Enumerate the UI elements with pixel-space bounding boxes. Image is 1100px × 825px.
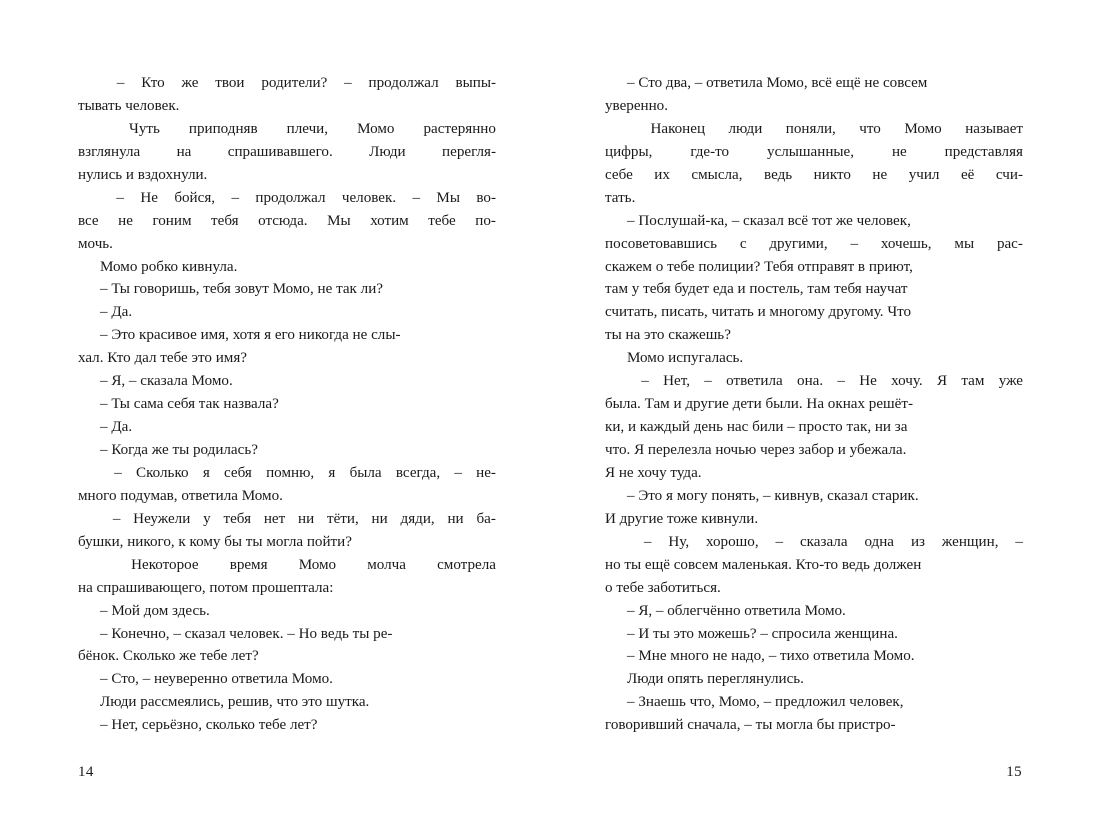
word: дяди, xyxy=(400,510,435,527)
word: – xyxy=(412,189,421,206)
text-line xyxy=(78,210,496,233)
paragraph xyxy=(605,623,1023,646)
line-text: – Это я могу понять, – кивнув, сказал старик. xyxy=(627,487,919,504)
line-text: что. Я перелезла ночью через забор и убежала. xyxy=(605,442,907,458)
word: – xyxy=(116,75,125,91)
word: тебя xyxy=(223,510,252,527)
line-text: Момо испугалась. xyxy=(627,350,744,367)
word: не xyxy=(891,143,907,160)
line-text: – Сто два, – ответила Момо, всё ещё не совсем xyxy=(627,75,928,91)
page-number-left: 14 xyxy=(78,764,94,780)
text-line xyxy=(78,256,496,279)
text-line xyxy=(78,714,496,737)
word: Я xyxy=(937,373,948,390)
paragraph xyxy=(78,256,496,279)
line-text: была. Там и другие дети были. На окнах решёт- xyxy=(605,396,913,413)
text-line xyxy=(605,531,1023,554)
word: бойся, xyxy=(174,189,216,206)
word: Мы xyxy=(327,212,351,229)
paragraph xyxy=(605,668,1023,691)
word: – xyxy=(775,533,784,550)
word: ни xyxy=(371,510,388,527)
paragraph xyxy=(78,370,496,393)
word: хочу. xyxy=(891,373,923,390)
paragraph xyxy=(78,278,496,301)
text-line xyxy=(78,462,496,485)
paragraph xyxy=(78,301,496,324)
word: человек. xyxy=(341,189,397,206)
line-text: – Да. xyxy=(100,304,133,321)
word: время xyxy=(229,556,268,573)
text-line xyxy=(605,600,1023,623)
text-line xyxy=(605,301,1023,324)
text-line xyxy=(605,210,1023,233)
word: во- xyxy=(476,189,496,206)
paragraph xyxy=(78,508,496,554)
line-text: – Послушай-ка, – сказал всё тот же человек, xyxy=(627,212,911,229)
first-line-indent xyxy=(605,531,627,554)
word: её xyxy=(960,166,975,183)
page-right-textblock xyxy=(605,72,1023,737)
word: хочешь, xyxy=(880,235,932,252)
word: Не xyxy=(859,373,877,390)
text-line xyxy=(78,691,496,714)
word: – xyxy=(1015,533,1023,550)
word: по- xyxy=(475,212,496,229)
text-line xyxy=(605,393,1023,416)
word: выпы- xyxy=(455,75,496,91)
paragraph xyxy=(78,600,496,623)
text-line xyxy=(605,577,1023,600)
text-line xyxy=(605,462,1023,485)
line-text: Я не хочу туда. xyxy=(605,464,702,481)
word: – xyxy=(641,373,649,390)
word: – xyxy=(850,235,858,252)
line-text: считать, писать, читать и многому другому. Что xyxy=(605,304,912,321)
word: приподняв xyxy=(188,120,258,137)
word: поняли, xyxy=(785,120,836,137)
first-line-indent xyxy=(605,370,627,393)
word: всегда, xyxy=(395,464,441,481)
word: плечи, xyxy=(286,120,329,137)
word: на xyxy=(176,143,192,160)
word: я xyxy=(202,464,210,481)
paragraph xyxy=(78,393,496,416)
line-text: много подумав, ответила Момо. xyxy=(78,487,283,504)
word: что xyxy=(859,120,881,137)
paragraph xyxy=(78,324,496,370)
word: Чуть xyxy=(129,120,160,137)
paragraph xyxy=(605,72,1023,118)
word: была xyxy=(349,464,382,481)
text-line xyxy=(605,256,1023,279)
word: Люди xyxy=(369,143,406,160)
text-line xyxy=(605,187,1023,210)
word: нет xyxy=(263,510,286,527)
word: тебе xyxy=(428,212,456,229)
text-line xyxy=(78,508,496,531)
line-text: – Сто, – неуверенно ответила Момо. xyxy=(100,671,333,688)
word: – xyxy=(116,189,124,206)
line-text: – Когда же ты родилась? xyxy=(100,442,258,458)
word: – xyxy=(114,464,122,481)
text-line xyxy=(605,645,1023,668)
paragraph xyxy=(605,645,1023,668)
word: услышанные, xyxy=(767,143,855,160)
text-line xyxy=(605,95,1023,118)
text-line xyxy=(605,416,1023,439)
word: их xyxy=(654,166,670,183)
word: твои xyxy=(215,75,245,91)
text-line xyxy=(78,187,496,210)
line-text: уверенно. xyxy=(605,97,669,114)
text-line xyxy=(78,370,496,393)
paragraph xyxy=(605,485,1023,531)
text-line xyxy=(78,347,496,370)
word: она. xyxy=(797,373,824,390)
word: не- xyxy=(476,464,496,481)
word: ответила xyxy=(726,373,783,390)
word: хотим xyxy=(370,212,409,229)
paragraph xyxy=(78,623,496,669)
word: продолжал xyxy=(368,75,439,91)
word: Мы xyxy=(436,189,460,206)
text-line xyxy=(605,485,1023,508)
word: – xyxy=(231,189,239,206)
word: Некоторое xyxy=(131,556,199,573)
word: рас- xyxy=(996,235,1023,252)
word: Ну, xyxy=(668,533,690,550)
line-text: – Мне много не надо, – тихо ответила Момо. xyxy=(627,648,915,665)
word: одна xyxy=(864,533,895,550)
text-line xyxy=(78,439,496,462)
word: не xyxy=(872,166,888,183)
paragraph xyxy=(78,416,496,439)
paragraph xyxy=(605,210,1023,348)
paragraph xyxy=(78,118,496,187)
page-number-right: 15 xyxy=(1006,764,1022,780)
paragraph xyxy=(605,600,1023,623)
word: ни xyxy=(298,510,315,527)
word: Момо xyxy=(357,120,395,137)
word: тёти, xyxy=(326,510,359,527)
word: уже xyxy=(998,373,1023,390)
paragraph xyxy=(78,554,496,600)
line-text: – Знаешь что, Момо, – предложил человек, xyxy=(627,694,904,711)
paragraph xyxy=(78,714,496,737)
page-left-textblock xyxy=(78,72,496,737)
word: мы xyxy=(954,235,975,252)
paragraph xyxy=(605,691,1023,737)
word: – xyxy=(112,510,121,527)
first-line-indent xyxy=(78,462,100,485)
text-line xyxy=(605,141,1023,164)
page-right xyxy=(550,0,1100,825)
text-line xyxy=(78,95,496,118)
line-text: Момо робко кивнула. xyxy=(100,258,238,275)
word: Момо xyxy=(904,120,942,137)
paragraph xyxy=(78,668,496,691)
line-text: Люди рассмеялись, решив, что это шутка. xyxy=(100,694,370,711)
line-text: ты на это скажешь? xyxy=(605,327,731,344)
word: родители? xyxy=(261,75,328,91)
line-text: – Да. xyxy=(100,419,133,436)
word: взглянула xyxy=(78,143,141,160)
text-line xyxy=(78,600,496,623)
text-line xyxy=(78,416,496,439)
word: смысла, xyxy=(691,166,743,183)
word: себе xyxy=(605,166,633,183)
text-line xyxy=(78,301,496,324)
word: сказала xyxy=(799,533,848,550)
paragraph xyxy=(605,370,1023,485)
line-text: тывать человек. xyxy=(78,97,180,114)
text-line xyxy=(78,72,496,95)
text-line xyxy=(605,164,1023,187)
text-line xyxy=(605,278,1023,301)
line-text: – Конечно, – сказал человек. – Но ведь ты ре- xyxy=(100,625,393,642)
line-text: но ты ещё совсем маленькая. Кто-то ведь должен xyxy=(605,556,922,573)
line-text: – Ты говоришь, тебя зовут Момо, не так ли? xyxy=(100,281,383,298)
text-line xyxy=(78,324,496,347)
paragraph xyxy=(78,462,496,508)
word: растерянно xyxy=(423,120,496,137)
line-text: ки, и каждый день нас били – просто так, ни за xyxy=(605,419,908,436)
text-line xyxy=(605,324,1023,347)
text-line xyxy=(605,623,1023,646)
text-line xyxy=(605,668,1023,691)
line-text: бушки, никого, к кому бы ты могла пойти? xyxy=(78,533,352,550)
text-line xyxy=(78,278,496,301)
word: смотрела xyxy=(437,556,496,573)
line-text: там у тебя будет еда и постель, там тебя научат xyxy=(605,281,908,298)
word: тебя xyxy=(211,212,239,229)
word: все xyxy=(78,212,99,229)
word: счи- xyxy=(995,166,1023,183)
word: не xyxy=(118,212,133,229)
word: с xyxy=(739,235,747,252)
word: другими, xyxy=(769,235,828,252)
line-text: – И ты это можешь? – спросила женщина. xyxy=(627,625,898,642)
word: Нет, xyxy=(663,373,690,390)
text-line xyxy=(78,645,496,668)
word: женщин, xyxy=(941,533,999,550)
paragraph xyxy=(605,118,1023,210)
line-text: И другие тоже кивнули. xyxy=(605,510,759,527)
first-line-indent xyxy=(78,508,100,531)
line-text: – Ты сама себя так назвала? xyxy=(100,396,279,413)
word: представляя xyxy=(944,143,1023,160)
word: люди xyxy=(728,120,763,137)
word: спрашивавшего. xyxy=(227,143,333,160)
line-text: – Мой дом здесь. xyxy=(100,602,210,619)
word: – xyxy=(643,533,652,550)
word: – xyxy=(454,464,462,481)
text-line xyxy=(605,118,1023,141)
word: ни xyxy=(447,510,464,527)
first-line-indent xyxy=(78,187,100,210)
word: помню, xyxy=(266,464,315,481)
word: Кто xyxy=(141,75,165,91)
word: Неужели xyxy=(133,510,191,527)
text-line xyxy=(605,714,1023,737)
text-line xyxy=(78,668,496,691)
text-line xyxy=(605,508,1023,531)
line-text: хал. Кто дал тебе это имя? xyxy=(78,350,248,367)
line-text: о тебе заботиться. xyxy=(605,579,721,596)
text-line xyxy=(78,485,496,508)
first-line-indent xyxy=(78,118,100,141)
text-line xyxy=(78,118,496,141)
line-text: – Я, – сказала Момо. xyxy=(100,373,233,390)
word: Сколько xyxy=(136,464,189,481)
word: хорошо, xyxy=(706,533,759,550)
line-text: на спрашивающего, потом прошептала: xyxy=(78,579,334,596)
paragraph xyxy=(605,531,1023,600)
text-line xyxy=(78,554,496,577)
text-line xyxy=(78,233,496,256)
line-text: скажем о тебе полиции? Тебя отправят в приют, xyxy=(605,258,913,275)
word: Наконец xyxy=(650,120,706,137)
word: – xyxy=(344,75,352,91)
word: где-то xyxy=(690,143,730,160)
text-line xyxy=(78,393,496,416)
text-line xyxy=(605,72,1023,95)
word: же xyxy=(181,75,199,91)
paragraph xyxy=(78,691,496,714)
first-line-indent xyxy=(78,554,100,577)
word: посоветовавшись xyxy=(605,235,717,252)
line-text: – Нет, серьёзно, сколько тебе лет? xyxy=(100,717,318,734)
text-line xyxy=(605,347,1023,370)
word: – xyxy=(837,373,845,390)
word: называет xyxy=(965,120,1023,137)
line-text: мочь. xyxy=(78,235,113,252)
line-text: тать. xyxy=(605,189,636,206)
word: отсюда. xyxy=(258,212,308,229)
word: из xyxy=(910,533,925,550)
text-line xyxy=(78,623,496,646)
word: никто xyxy=(813,166,851,183)
word: Момо xyxy=(298,556,337,573)
line-text: – Я, – облегчённо ответила Момо. xyxy=(627,602,846,619)
line-text: бёнок. Сколько же тебе лет? xyxy=(78,648,259,665)
text-line xyxy=(78,531,496,554)
word: продолжал xyxy=(255,189,326,206)
word: – xyxy=(704,373,712,390)
paragraph xyxy=(78,439,496,462)
text-line xyxy=(78,577,496,600)
text-line xyxy=(605,691,1023,714)
text-line xyxy=(605,233,1023,256)
text-line xyxy=(605,439,1023,462)
line-text: – Это красивое имя, хотя я его никогда не слы- xyxy=(100,327,401,344)
paragraph xyxy=(78,187,496,256)
word: себя xyxy=(224,464,252,481)
first-line-indent xyxy=(605,118,627,141)
word: ба- xyxy=(476,510,496,527)
text-line xyxy=(605,370,1023,393)
paragraph xyxy=(605,347,1023,370)
word: молча xyxy=(367,556,406,573)
text-line xyxy=(78,141,496,164)
word: учил xyxy=(908,166,940,183)
word: там xyxy=(961,373,985,390)
word: цифры, xyxy=(605,143,653,160)
line-text: Люди опять переглянулись. xyxy=(627,671,804,688)
text-line xyxy=(78,164,496,187)
word: у xyxy=(203,510,211,527)
text-line xyxy=(605,554,1023,577)
word: гоним xyxy=(152,212,192,229)
first-line-indent xyxy=(78,72,100,95)
line-text: говоривший сначала, – ты могла бы пристро- xyxy=(605,717,896,734)
paragraph xyxy=(78,72,496,118)
word: перегля- xyxy=(442,143,496,160)
line-text: нулись и вздохнули. xyxy=(78,166,208,183)
word: я xyxy=(328,464,336,481)
word: ведь xyxy=(764,166,793,183)
word: Не xyxy=(140,189,158,206)
